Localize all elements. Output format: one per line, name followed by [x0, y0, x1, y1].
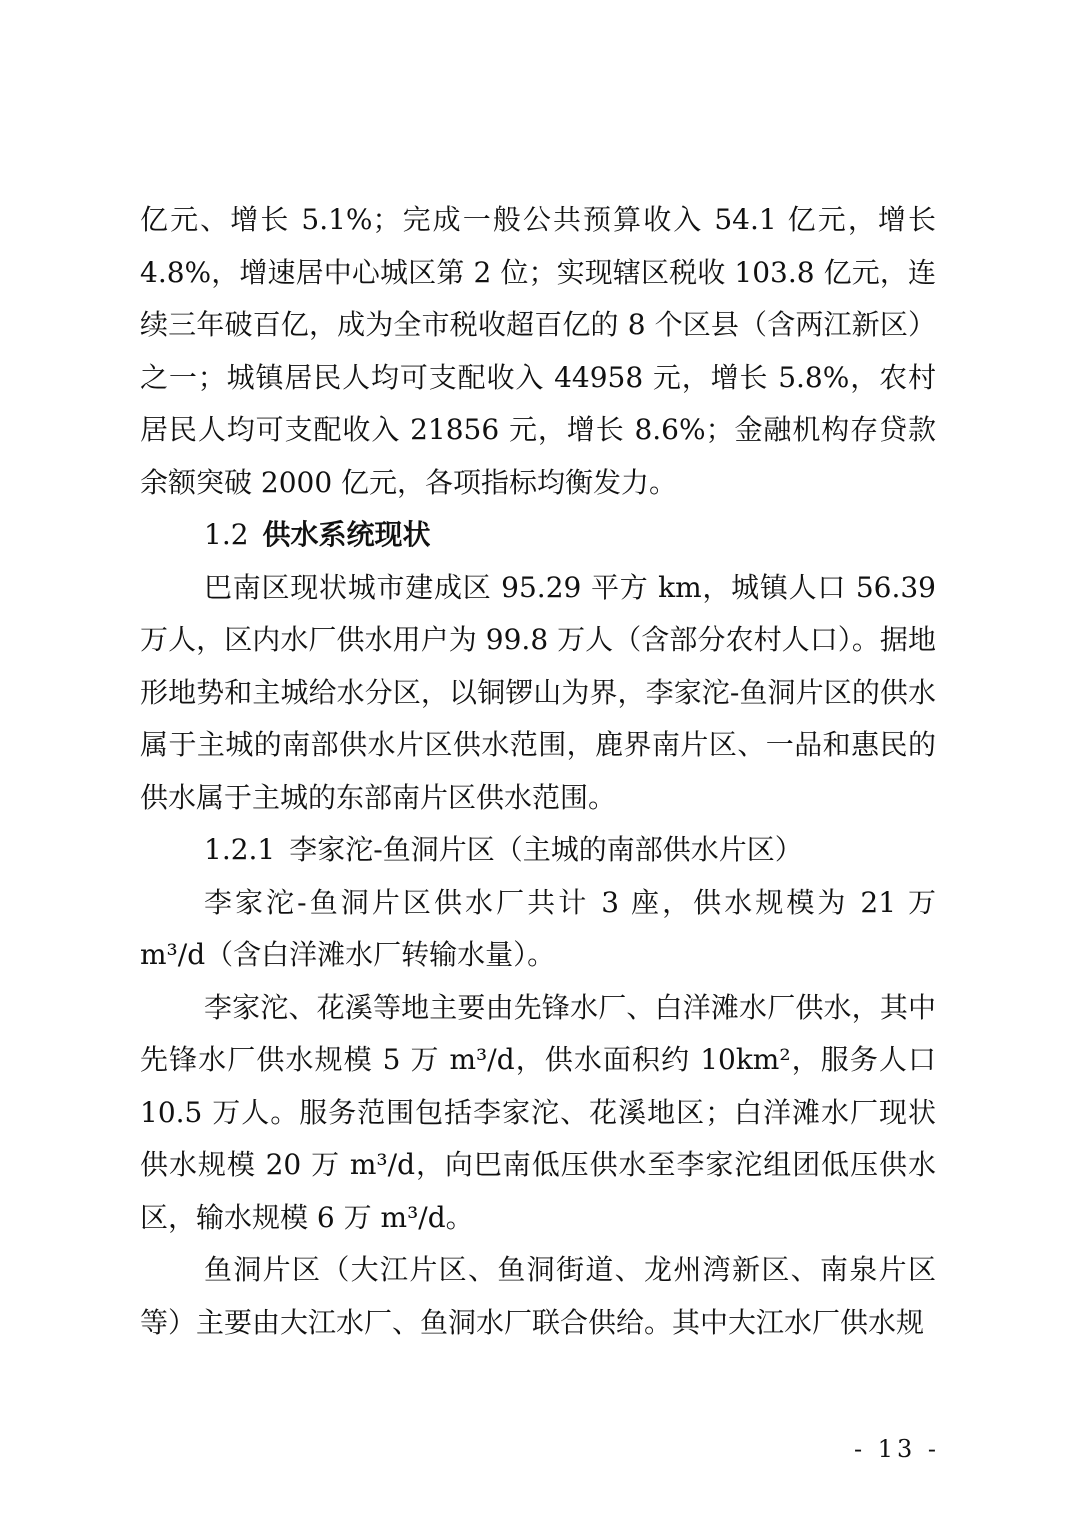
section-title: 供水系统现状	[262, 518, 431, 551]
section-number: 1.2	[204, 518, 249, 551]
section-heading-1-2-1	[140, 824, 936, 877]
paragraph-water-supply-overview: 巴南区现状城市建成区 95.29 平方 km，城镇人口 56.39 万人，区内水厂供水用户为 99.8 万人（含部分农村人口）。据地形地势和主城给水分区，以铜锣山为界，李家沱-鱼洞片区的供水属于主城的南部供水片区供水范围，鹿界南片区、一品和惠民的供水属于主城的东部南片区供水范围。	[140, 570, 936, 814]
page-number: - 13 -	[854, 1435, 941, 1463]
paragraph-plant-count: 李家沱-鱼洞片区供水厂共计 3 座，供水规模为 21 万 m³/d（含白洋滩水厂转输水量）。	[140, 885, 936, 971]
paragraph-yudong-supply: 鱼洞片区（大江片区、鱼洞街道、龙州湾新区、南泉片区等）主要由大江水厂、鱼洞水厂联合供给。其中大江水厂供水规	[140, 1253, 936, 1339]
paragraph-lijiatuo-supply: 李家沱、花溪等地主要由先锋水厂、白洋滩水厂供水，其中先锋水厂供水规模 5 万 m³/d，供水面积约 10km²，服务人口 10.5 万人。服务范围包括李家沱、花溪地区；白洋滩水厂现状供水规模 20 万 m³/d，向巴南低压供水至李家沱组团低压供水区，输水规模 6 万 m³/d。	[140, 990, 936, 1234]
document-body	[140, 194, 936, 1349]
section-number: 1.2.1	[204, 833, 276, 866]
section-heading-1-2	[140, 509, 936, 562]
section-title: 李家沱-鱼洞片区（主城的南部供水片区）	[289, 833, 803, 866]
paragraph-economic-indicators: 亿元、增长 5.1%；完成一般公共预算收入 54.1 亿元，增长 4.8%，增速居中心城区第 2 位；实现辖区税收 103.8 亿元，连续三年破百亿，成为全市税收超百亿的 8 个区县（含两江新区）之一；城镇居民人均可支配收入 44958 元，增长 5.8%，农村居民人均可支配收入 21856 元，增长 8.6%；金融机构存贷款余额突破 2000 亿元，各项指标均衡发力。	[140, 203, 936, 499]
